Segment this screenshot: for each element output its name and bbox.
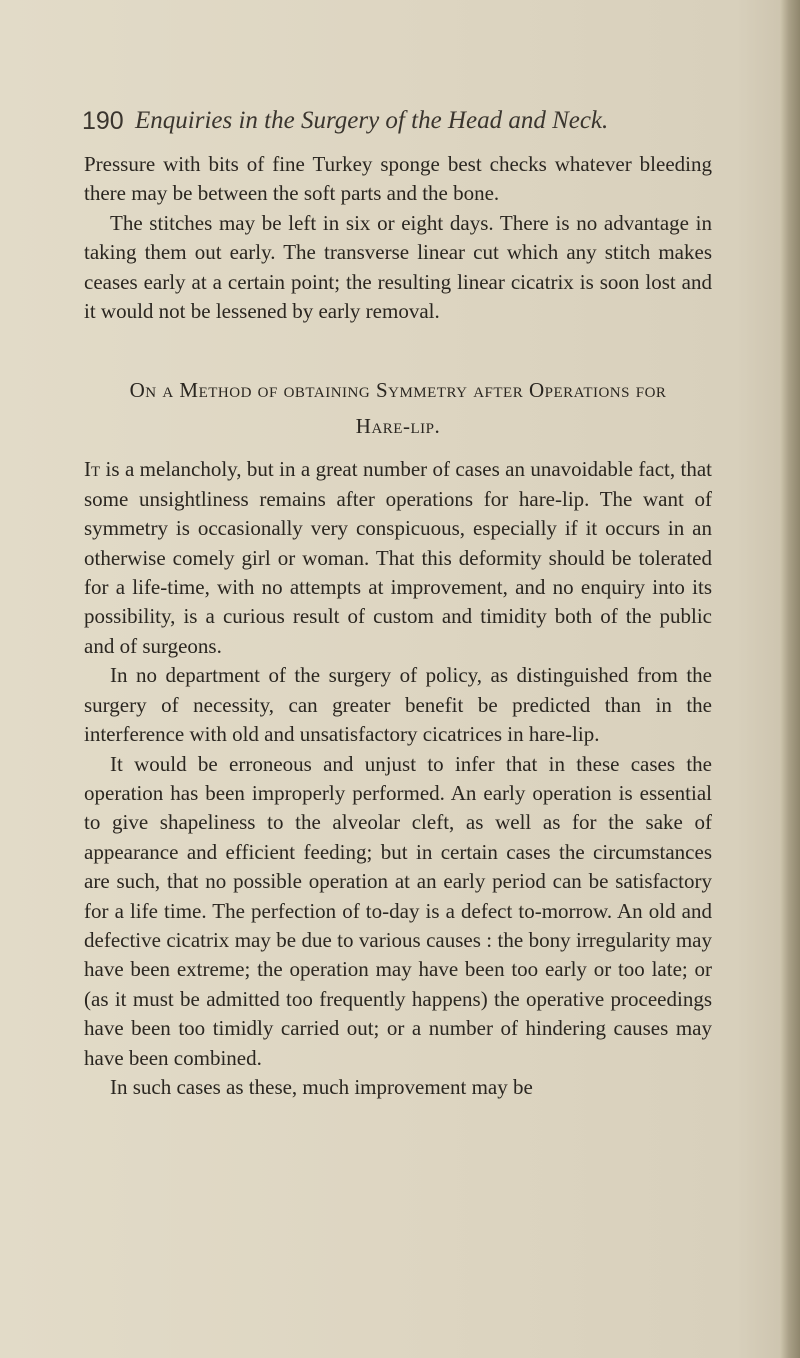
section-heading-line-1: On a Method of obtaining Symmetry after Operations for <box>129 378 667 403</box>
section-heading-line-2: Hare-lip. <box>355 414 441 439</box>
paragraph-3-text: is a melancholy, but in a great number of cases an unavoidable fact, that some unsightliness remains after operations for hare-lip. The want of symmetry is occasionally very conspicuous, especially if it occurs in an otherwise comely girl or woman. That this deformity should be tolerated for a life-time, with no attempts at improvement, and no enquiry into its possibility, is a curious result of custom and timidity both of the public and of surgeons. <box>84 457 712 658</box>
section-heading <box>84 372 712 444</box>
page-number: 190 <box>82 107 124 135</box>
running-title: Enquiries in the Surgery of the Head and Neck. <box>135 107 609 134</box>
paragraph-6: In such cases as these, much improvement may be <box>110 1074 533 1099</box>
paragraph-5: It would be erroneous and unjust to infer that in these cases the operation has been improperly performed. An early operation is essential to give shapeliness to the alveolar cleft, as well as for the sake of appearance and efficient feeding; but in certain cases the circumstances are such, that no possible operation at an early period can be satisfactory for a life time. The perfection of to-day is a defect to-morrow. An old and defective cicatrix may be due to various causes : the bony irregularity may have been extreme; the operation may have been too early or too late; or (as it must be admitted too frequently happens) the operative proceedings have been too timidly carried out; or a number of hindering causes may have been combined. <box>84 751 712 1070</box>
paragraph-1: Pressure with bits of fine Turkey sponge best checks whatever bleeding there may be between the soft parts and the bone. <box>84 152 712 206</box>
paragraph-4: In no department of the surgery of policy, as distinguished from the surgery of necessity, can greater benefit be predicted than in the interference with old and unsatisfactory cicatrices in hare-lip. <box>84 663 712 747</box>
page-header <box>82 101 742 141</box>
paragraph-3-lead-word: It <box>84 457 101 482</box>
paragraph-3 <box>84 455 712 661</box>
page-edge-shadow <box>780 0 800 1358</box>
body-text <box>84 150 712 1102</box>
paragraph-2: The stitches may be left in six or eight days. There is no advantage in taking them out early. The transverse linear cut which any stitch makes ceases early at a certain point; the resulting linear cicatrix is soon lost and it would not be lessened by early removal. <box>84 210 712 324</box>
